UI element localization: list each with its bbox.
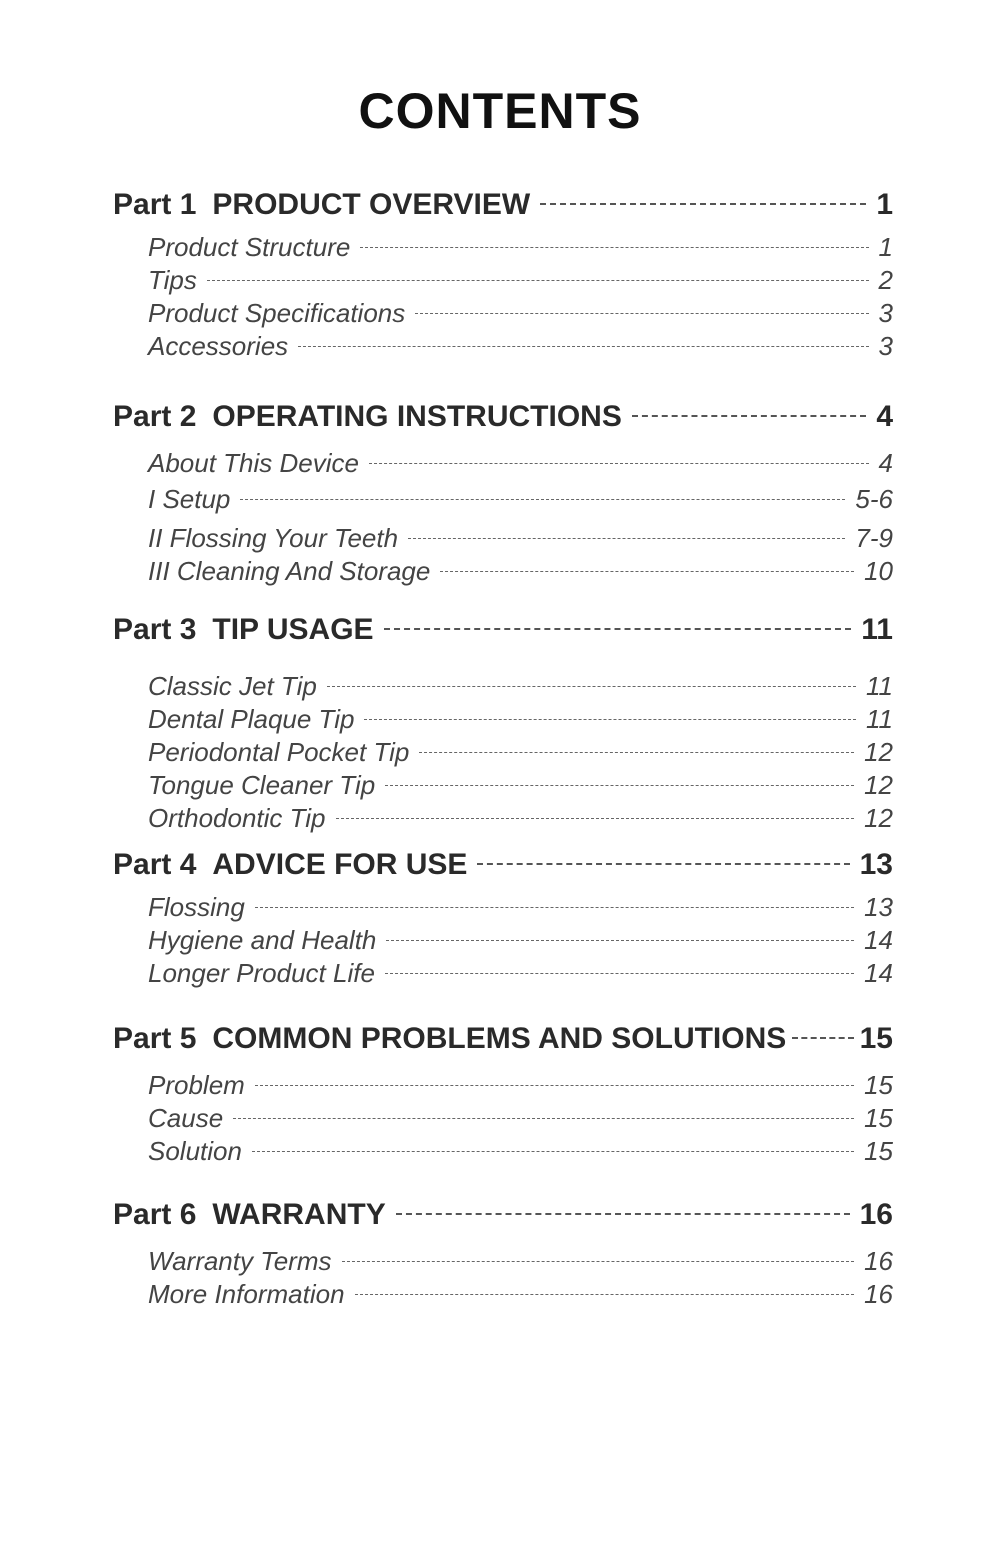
toc-item-page: 12 xyxy=(864,803,893,833)
toc-item-page: 4 xyxy=(878,448,893,478)
toc-item-page: 13 xyxy=(864,892,893,922)
toc-item-page: 2 xyxy=(878,265,893,295)
toc-item-page: 14 xyxy=(864,958,893,988)
toc-item-page: 3 xyxy=(878,331,893,361)
toc-item-page: 11 xyxy=(866,704,893,734)
dotted-leader xyxy=(342,1261,855,1262)
part-number: Part 4 xyxy=(113,848,197,881)
toc-item-label: Product Specifications xyxy=(148,298,406,328)
part-number: Part 5 xyxy=(113,1022,197,1055)
dotted-leader xyxy=(336,818,855,819)
dotted-leader xyxy=(792,1037,853,1039)
toc-item-page: 3 xyxy=(878,298,893,328)
part-title: ADVICE FOR USE xyxy=(212,848,468,881)
part-number: Part 2 xyxy=(113,400,197,433)
part-page-number: 4 xyxy=(876,400,893,433)
part-title: COMMON PROBLEMS AND SOLUTIONS xyxy=(212,1022,787,1055)
toc-item-page: 15 xyxy=(864,1103,893,1133)
toc-item[interactable] xyxy=(148,737,893,770)
dotted-leader xyxy=(632,415,866,417)
dotted-leader xyxy=(408,538,845,539)
dotted-leader xyxy=(360,247,868,248)
toc-item-label: Hygiene and Health xyxy=(148,925,377,955)
toc-item-page: 7-9 xyxy=(855,523,893,553)
dotted-leader xyxy=(386,940,854,941)
toc-item-label: Orthodontic Tip xyxy=(148,803,326,833)
toc-item-label: III Cleaning And Storage xyxy=(148,556,431,586)
toc-item[interactable] xyxy=(148,1136,893,1169)
dotted-leader xyxy=(255,1085,854,1086)
part-number: Part 1 xyxy=(113,188,197,221)
dotted-leader xyxy=(540,203,866,205)
toc-item-label: I Setup xyxy=(148,484,231,514)
toc-item[interactable] xyxy=(148,484,893,523)
toc-item[interactable] xyxy=(148,298,893,331)
toc-item[interactable] xyxy=(148,1279,893,1312)
toc-item-label: Accessories xyxy=(148,331,289,361)
toc-item-page: 15 xyxy=(864,1136,893,1166)
toc-item-label: Warranty Terms xyxy=(148,1246,332,1276)
dotted-leader xyxy=(440,571,854,572)
toc-section-part-5 xyxy=(113,1022,893,1169)
toc-part-entry[interactable] xyxy=(113,1022,893,1062)
toc-item-label: Tongue Cleaner Tip xyxy=(148,770,376,800)
toc-item-label: Periodontal Pocket Tip xyxy=(148,737,410,767)
toc-item-label: More Information xyxy=(148,1279,345,1309)
toc-section-part-1 xyxy=(113,188,893,364)
dotted-leader xyxy=(207,280,869,281)
dotted-leader xyxy=(415,313,868,314)
dotted-leader xyxy=(355,1294,855,1295)
toc-item-label: About This Device xyxy=(148,448,359,478)
part-number: Part 3 xyxy=(113,613,197,646)
toc-item-label: Dental Plaque Tip xyxy=(148,704,355,734)
dotted-leader xyxy=(240,499,845,500)
part-page-number: 11 xyxy=(861,613,893,646)
part-page-number: 1 xyxy=(876,188,893,221)
toc-item[interactable] xyxy=(148,232,893,265)
part-page-number: 13 xyxy=(859,848,893,881)
toc-item[interactable] xyxy=(148,556,893,589)
toc-item[interactable] xyxy=(148,704,893,737)
toc-item-page: 5-6 xyxy=(855,484,893,514)
toc-item-page: 12 xyxy=(864,770,893,800)
dotted-leader xyxy=(255,907,854,908)
dotted-leader xyxy=(384,628,852,630)
toc-item-label: Solution xyxy=(148,1136,242,1166)
toc-item-page: 14 xyxy=(864,925,893,955)
dotted-leader xyxy=(419,752,854,753)
toc-item-page: 1 xyxy=(878,232,893,262)
toc-item-page: 16 xyxy=(864,1279,893,1309)
toc-item-page: 15 xyxy=(864,1070,893,1100)
toc-item-page: 16 xyxy=(864,1246,893,1276)
toc-item[interactable] xyxy=(148,892,893,925)
toc-item-label: Flossing xyxy=(148,892,245,922)
part-page-number: 15 xyxy=(859,1022,893,1055)
part-title: TIP USAGE xyxy=(212,613,374,646)
dotted-leader xyxy=(298,346,868,347)
dotted-leader xyxy=(252,1151,854,1152)
toc-item[interactable] xyxy=(148,1070,893,1103)
toc-item[interactable] xyxy=(148,1103,893,1136)
toc-item-label: Product Structure xyxy=(148,232,351,262)
toc-item[interactable] xyxy=(148,523,893,556)
dotted-leader xyxy=(233,1118,854,1119)
part-title: WARRANTY xyxy=(212,1198,386,1231)
toc-section-part-3 xyxy=(113,613,893,836)
toc-item-label: Longer Product Life xyxy=(148,958,375,988)
dotted-leader xyxy=(385,785,854,786)
toc-part-entry[interactable] xyxy=(113,400,893,440)
part-page-number: 16 xyxy=(859,1198,893,1231)
toc-item-page: 11 xyxy=(866,671,893,701)
dotted-leader xyxy=(385,973,854,974)
toc-part-entry[interactable] xyxy=(113,848,893,888)
toc-item-label: II Flossing Your Teeth xyxy=(148,523,399,553)
dotted-leader xyxy=(364,719,856,720)
toc-item[interactable] xyxy=(148,770,893,803)
dotted-leader xyxy=(396,1213,850,1215)
toc-item[interactable] xyxy=(148,331,893,364)
toc-part-entry[interactable] xyxy=(113,188,893,228)
toc-section-part-2 xyxy=(113,400,893,589)
toc-item[interactable] xyxy=(148,958,893,991)
toc-item-label: Tips xyxy=(148,265,197,295)
part-title: PRODUCT OVERVIEW xyxy=(212,188,531,221)
dotted-leader xyxy=(327,686,856,687)
toc-item-page: 10 xyxy=(864,556,893,586)
dotted-leader xyxy=(369,463,869,464)
dotted-leader xyxy=(477,863,849,865)
toc-section-part-6 xyxy=(113,1198,893,1312)
toc-item[interactable] xyxy=(148,448,893,484)
toc-item-label: Cause xyxy=(148,1103,224,1133)
toc-section-part-4 xyxy=(113,848,893,991)
toc-item[interactable] xyxy=(148,265,893,298)
toc-item[interactable] xyxy=(148,1246,893,1279)
toc-item[interactable] xyxy=(148,671,893,704)
part-title: OPERATING INSTRUCTIONS xyxy=(212,400,622,433)
toc-item-label: Problem xyxy=(148,1070,245,1100)
toc-item-page: 12 xyxy=(864,737,893,767)
part-number: Part 6 xyxy=(113,1198,197,1231)
toc-item[interactable] xyxy=(148,803,893,836)
toc-item-label: Classic Jet Tip xyxy=(148,671,317,701)
page-title: CONTENTS xyxy=(358,83,642,139)
toc-part-entry[interactable] xyxy=(113,1198,893,1238)
toc-item[interactable] xyxy=(148,925,893,958)
toc-part-entry[interactable] xyxy=(113,613,893,653)
